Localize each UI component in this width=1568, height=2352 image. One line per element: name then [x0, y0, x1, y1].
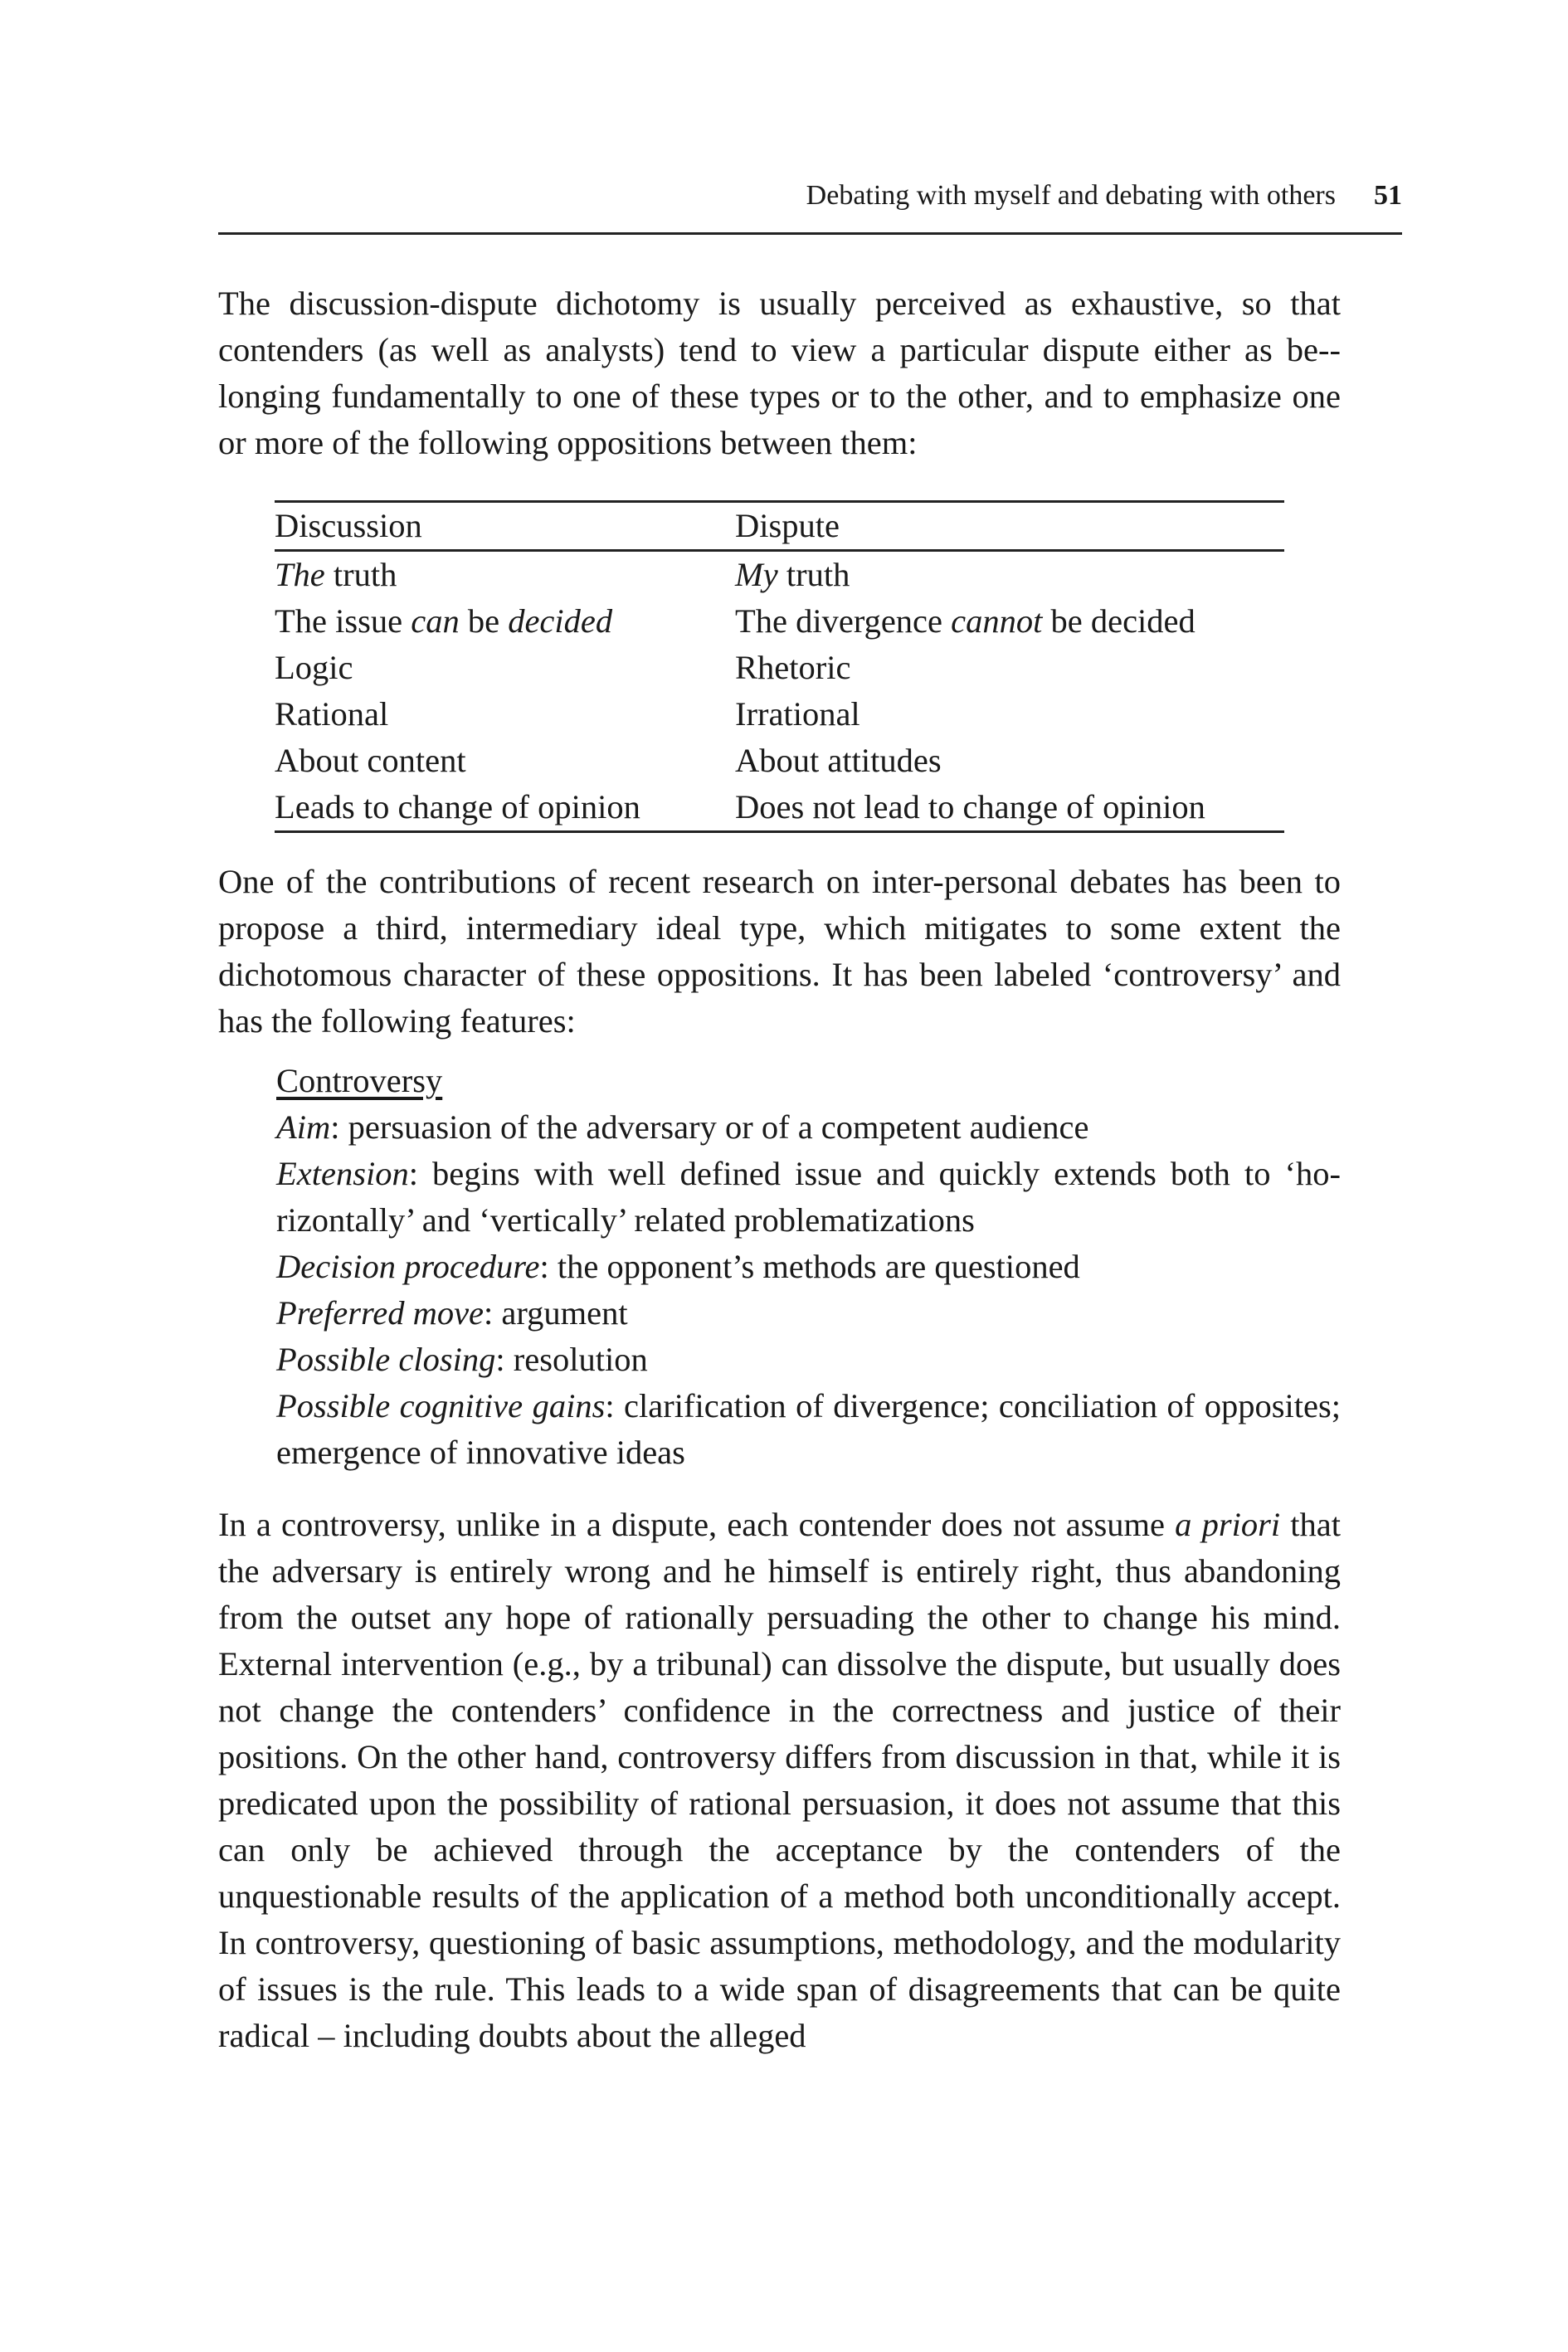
cell-text: truth [324, 556, 397, 593]
feature-preferred-move [276, 1290, 1341, 1337]
page-number: 51 [1374, 180, 1402, 211]
feature-aim [276, 1104, 1341, 1151]
paragraph-text: In a controversy, unlike in a dispute, each contender does not assume [218, 1506, 1176, 1543]
table-row [275, 738, 1284, 784]
table-cell [275, 551, 735, 599]
emphasis: cannot [951, 602, 1043, 640]
feature-text: : begins with well defined issue and quickly extends both to ‘horizontally’ and ‘vertically’ related problematizations [276, 1155, 1341, 1239]
table-cell [275, 598, 735, 645]
feature-label: Preferred move [276, 1294, 485, 1332]
paragraph-intro: The discussion-dispute dichotomy is usually perceived as exhaustive, so that contenders (as well as analysts) tend to view a particular dispute either as be-longing fundamentally to one of these types or to the other, and to emphasize one or more of the following oppositions between them: [218, 285, 1341, 461]
table-cell: Rational [275, 695, 389, 733]
column-header-dispute: Dispute [735, 502, 1284, 551]
paragraph-text: that the adversary is entirely wrong and he himself is entirely right, thus abandoning from the outset any hope of rationally persuading the other to change his mind. External intervention (e.g., by a tribunal) can dissolve the dispute, but usually does not change the contenders’ confidence in the correctness and justice of their positions. On the other hand, controversy differs from discussion in that, while it is predicated upon the possibility of rational persuasion, it does not assume that this can only be achieved through the acceptance by the contenders of the unquestionable results of the application of a method both unconditionally accept. In controversy, questioning of basic assumptions, methodology, and the modularity of issues is the rule. This leads to a wide span of disagreements that can be quite radical – including doubts about the alleged [218, 1506, 1341, 2054]
cell-text: be decided [1042, 602, 1195, 640]
feature-text: : argument [484, 1294, 628, 1332]
table-row [275, 691, 1284, 738]
table-cell [735, 551, 1284, 599]
table-row [275, 598, 1284, 645]
running-title: Debating with myself and debating with others [806, 180, 1336, 211]
running-header [218, 166, 1402, 235]
feature-text: : resolution [495, 1341, 648, 1378]
controversy-heading: Controversy [276, 1062, 443, 1099]
paragraph-controversy-intro: One of the contributions of recent research on inter-personal debates has been to propose a third, intermediary ideal type, which mitigates to some extent the dichotomous character of these oppositions. It has been labeled ‘controversy’ and has the following features: [218, 863, 1341, 1040]
cell-text: The divergence [735, 602, 952, 640]
feature-text: : persuasion of the adversary or of a competent audience [330, 1108, 1089, 1146]
table-row [275, 784, 1284, 832]
comparison-table [275, 500, 1284, 833]
table-cell: Logic [275, 649, 353, 686]
emphasis: a priori [1175, 1506, 1281, 1543]
feature-text: : the opponent’s methods are questioned [539, 1248, 1080, 1285]
table-cell: Rhetoric [735, 649, 851, 686]
feature-label: Aim [276, 1108, 331, 1146]
column-header-discussion: Discussion [275, 502, 735, 551]
table-row [275, 551, 1284, 599]
table-cell: Does not lead to change of opinion [735, 784, 1284, 832]
table-row [275, 645, 1284, 691]
feature-possible-closing [276, 1337, 1341, 1383]
paragraph-controversy-discussion [218, 1502, 1341, 2059]
feature-label: Possible cognitive gains [276, 1387, 606, 1424]
feature-label: Extension [276, 1155, 409, 1192]
table-cell: About content [275, 742, 466, 779]
emphasis: can [411, 602, 460, 640]
feature-extension [276, 1151, 1341, 1244]
table-cell: About attitudes [735, 742, 942, 779]
table-cell [735, 598, 1284, 645]
cell-text: truth [777, 556, 850, 593]
table-cell: Leads to change of opinion [275, 784, 735, 832]
table-header-row [275, 502, 1284, 551]
controversy-features [276, 1058, 1341, 1476]
feature-text: : clarification of divergence; conciliation of opposites; emergence of innovative ideas [276, 1387, 1341, 1471]
cell-text: The issue [275, 602, 411, 640]
emphasis: The [275, 556, 325, 593]
cell-text: be [459, 602, 509, 640]
feature-label: Decision procedure [276, 1248, 540, 1285]
emphasis: decided [508, 602, 613, 640]
feature-label: Possible closing [276, 1341, 496, 1378]
feature-cognitive-gains [276, 1383, 1341, 1476]
feature-decision-procedure [276, 1244, 1341, 1290]
emphasis: My [735, 556, 778, 593]
table-cell: Irrational [735, 695, 860, 733]
